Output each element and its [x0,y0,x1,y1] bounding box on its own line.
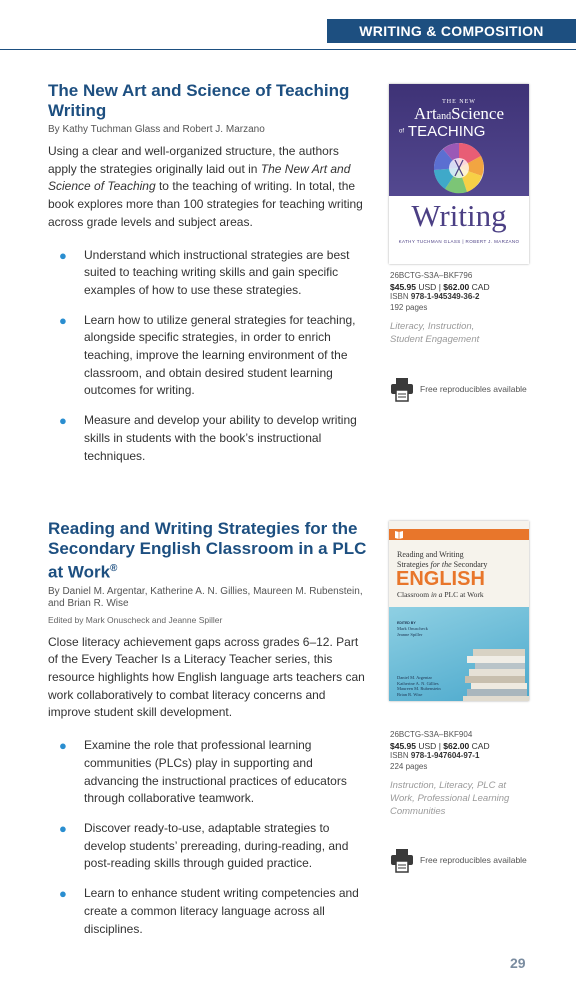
book-cover-1[interactable] [389,84,529,264]
description-text: to the teaching of writing. In total, the book explores more than 100 strategies for teaching writing across grade levels and subject areas. [48,179,363,229]
cover-main-title: ENGLISH [396,568,485,590]
bullet-icon: ● [59,886,67,902]
cover-authors: KATHY TUCHMAN GLASS | ROBERT J. MARZANO [398,239,520,244]
bullet-list [48,737,368,938]
bullet-text: Learn to enhance student writing competencies and create a common literacy language across all disciplines. [84,886,359,936]
product-code: 26BCTG-S3A–BKF904 [390,730,473,739]
section-header-tab: WRITING & COMPOSITION [327,19,576,43]
book-authors: By Kathy Tuchman Glass and Robert J. Marzano [48,124,265,135]
book-meta-1 [390,271,550,346]
cover-title-line: Strategies for the Secondary [397,560,488,569]
bullet-icon: ● [59,247,67,263]
bullet-item [48,412,368,465]
price-line: $45.95 USD | $62.00 CAD [390,281,490,292]
cover-editors: Mark Onuscheck Jeanne Spiller [397,626,428,637]
book-description [48,143,368,232]
cover-series-band [389,529,529,540]
cover-title-line: of TEACHING [399,123,486,140]
cover-authors: Daniel M. Argentar Katherine A. N. Gillies Maureen M. Rubenstein Brian R. Wise [397,675,441,697]
book-title[interactable]: Reading and Writing Strategies for the Secondary English Classroom in a PLC at Work® [48,519,367,582]
bullet-item [48,820,368,873]
bullet-text: Discover ready-to-use, adaptable strategies to develop students’ prereading, during-reading, and post-reading skills through guided practice. [84,820,349,871]
cover-edited-label: EDITED BY [397,621,416,625]
bullet-icon: ● [59,738,67,754]
reproducibles-badge[interactable] [389,376,527,402]
bullet-text: Measure and develop your ability to develop writing skills in students with the book’s instructional techniques. [84,413,357,463]
description-text: Using a clear and well-organized structure, the authors apply the strategies originally laid out in [48,144,339,176]
isbn-line: ISBN 978-1-947604-97-1 [390,751,480,760]
product-code: 26BCTG-S3A–BKF796 [390,271,473,280]
book-description: Close literacy achievement gaps across grades 6–12. Part of the Every Teacher Is a Literacy Teacher series, this resource highlights how English language arts teachers can work collaboratively to combat literacy concerns and improve student skill development. [48,634,365,720]
book-entry-2 [48,519,368,950]
bullet-icon: ● [59,820,67,836]
reproducibles-label: Free reproducibles available [420,855,527,865]
book-meta-2 [390,730,550,818]
page-number: 29 [510,955,526,971]
open-book-icon [394,530,404,539]
book-entry-1 [48,81,368,477]
bullet-icon: ● [59,413,67,429]
isbn-line: ISBN 978-1-945349-36-2 [390,292,480,301]
bullet-text: Examine the role that professional learning communities (PLCs) play in supporting and advancing the instructional practices of educators through collaborative teamwork. [84,738,347,806]
bullet-text: Learn how to utilize general strategies for teaching, alongside specific strategies, in order to enrich teaching, improve the learning environment of the classroom, and obtain desired student learning outcomes for writing. [84,312,356,398]
bullet-item [48,737,368,808]
page-count: 224 pages [390,761,428,771]
book-authors: By Daniel M. Argentar, Katherine A. N. Gillies, Maureen M. Rubenstein, and Brian R. Wise [48,585,363,609]
header-rule [0,49,576,50]
cover-title-line: ArtandScience [414,104,504,123]
bullet-item [48,247,368,300]
reproducibles-label: Free reproducibles available [420,384,527,394]
reproducibles-badge[interactable] [389,847,527,873]
book-title[interactable]: The New Art and Science of Teaching Writing [48,81,350,120]
colorful-circle-illustration-icon [433,142,485,194]
printer-icon [389,847,415,873]
book-stack-illustration-icon [463,643,529,701]
bullet-item [48,312,368,401]
price-line: $45.95 USD | $62.00 CAD [390,740,490,751]
cover-title-line: Reading and Writing [397,550,464,559]
subject-tags: Instruction, Literacy, PLC at Work, Professional Learning Communities [390,780,510,817]
bullet-item [48,885,368,938]
subject-tags: Literacy, Instruction, Student Engagement [390,321,480,345]
cover-title-line: Classroom in a PLC at Work [397,590,484,599]
book-cover-2[interactable] [389,521,529,701]
cover-kicker: THE NEW [442,99,476,105]
book-editors: Edited by Mark Onuscheck and Jeanne Spiller [48,614,223,625]
bullet-list [48,247,368,466]
printer-icon [389,376,415,402]
page-count: 192 pages [390,302,428,312]
bullet-text: Understand which instructional strategies are best suited to teaching writing skills and gain specific examples of how to use these strategies. [84,247,350,297]
bullet-icon: ● [59,312,67,328]
cover-main-title: Writing [411,198,507,233]
description-italic-title: The New Art and Science of Teaching [48,161,351,194]
